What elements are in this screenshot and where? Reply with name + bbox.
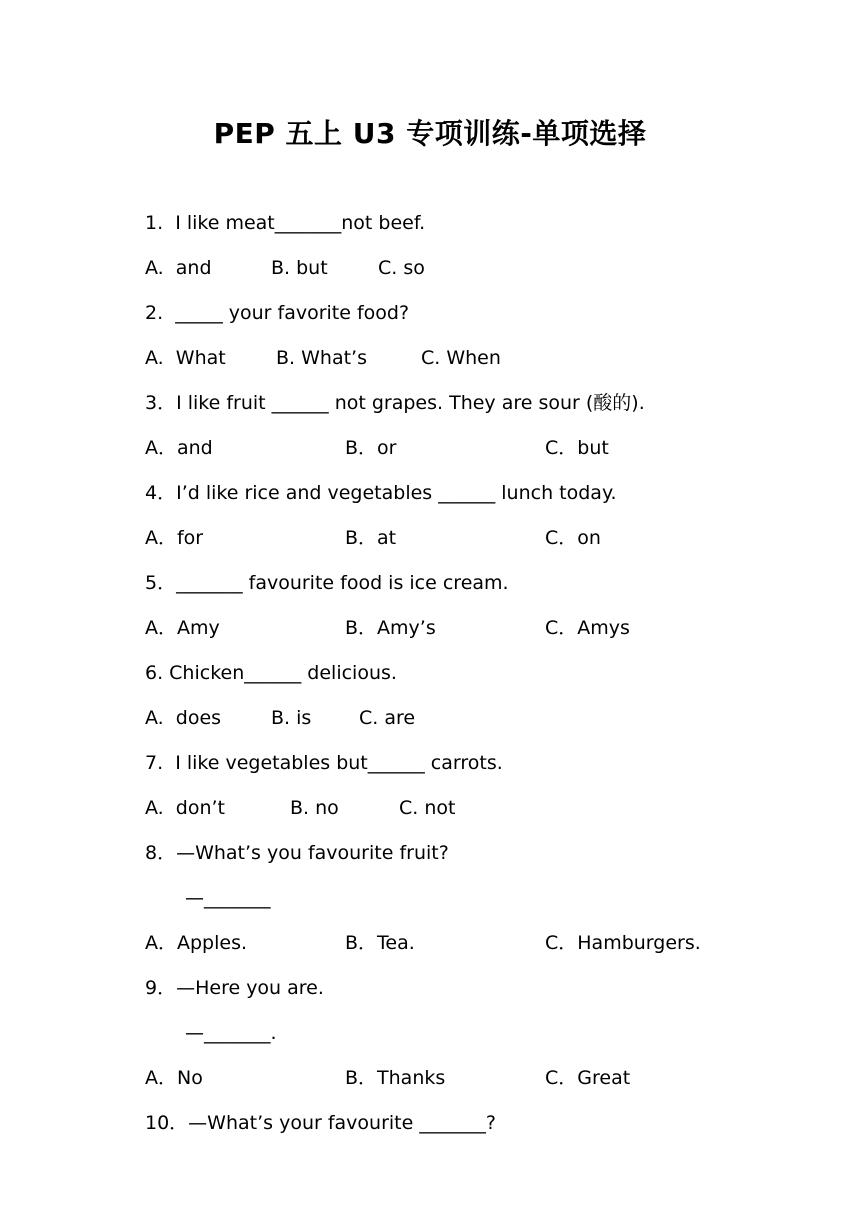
question-5-option-b: B．Amy’s <box>345 617 436 639</box>
question-5-option-a: A．Amy <box>145 617 220 639</box>
question-2-option-a: A. What <box>145 347 226 369</box>
question-3-option-a: A．and <box>145 437 213 459</box>
question-9-stem: 9．—Here you are. <box>145 977 324 999</box>
question-8-option-a: A．Apples. <box>145 932 248 954</box>
question-6-option-c: C. are <box>359 707 416 729</box>
question-8-stem: 8．—What’s you favourite fruit? <box>145 842 449 864</box>
question-2-option-c: C. When <box>421 347 501 369</box>
question-1-option-a: A. and <box>145 257 212 279</box>
question-2-stem: 2. _____ your favorite food? <box>145 302 410 324</box>
question-5-stem: 5．_______ favourite food is ice cream. <box>145 572 509 594</box>
question-8-answer-line: —_______ <box>185 887 271 909</box>
question-10-stem: 10．—What’s your favourite _______? <box>145 1112 496 1134</box>
question-9-answer-line: —_______. <box>185 1022 277 1044</box>
question-4-option-c: C．on <box>545 527 601 549</box>
question-4-option-b: B．at <box>345 527 397 549</box>
question-1-option-b: B. but <box>271 257 328 279</box>
question-8-option-b: B．Tea. <box>345 932 415 954</box>
question-4-option-a: A．for <box>145 527 204 549</box>
question-1-stem: 1. I like meat_______not beef. <box>145 212 426 234</box>
question-5-option-c: C．Amys <box>545 617 630 639</box>
question-3-option-c: C．but <box>545 437 609 459</box>
page-title: PEP 五上 U3 专项训练-单项选择 <box>213 117 647 150</box>
question-7-option-a: A. don’t <box>145 797 225 819</box>
question-6-option-a: A. does <box>145 707 222 729</box>
question-2-option-b: B. What’s <box>276 347 367 369</box>
question-8-option-c: C．Hamburgers. <box>545 932 701 954</box>
question-7-option-b: B. no <box>290 797 339 819</box>
question-7-stem: 7. I like vegetables but______ carrots. <box>145 752 503 774</box>
question-9-option-a: A．No <box>145 1067 203 1089</box>
question-4-stem: 4．I’d like rice and vegetables ______ lunch today. <box>145 482 617 504</box>
question-3-stem: 3．I like fruit ______ not grapes. They are sour (酸的). <box>145 392 645 414</box>
question-6-stem: 6. Chicken______ delicious. <box>145 662 397 684</box>
question-9-option-c: C．Great <box>545 1067 631 1089</box>
question-6-option-b: B. is <box>271 707 312 729</box>
question-7-option-c: C. not <box>399 797 456 819</box>
question-3-option-b: B．or <box>345 437 397 459</box>
question-1-option-c: C. so <box>378 257 425 279</box>
question-9-option-b: B．Thanks <box>345 1067 446 1089</box>
